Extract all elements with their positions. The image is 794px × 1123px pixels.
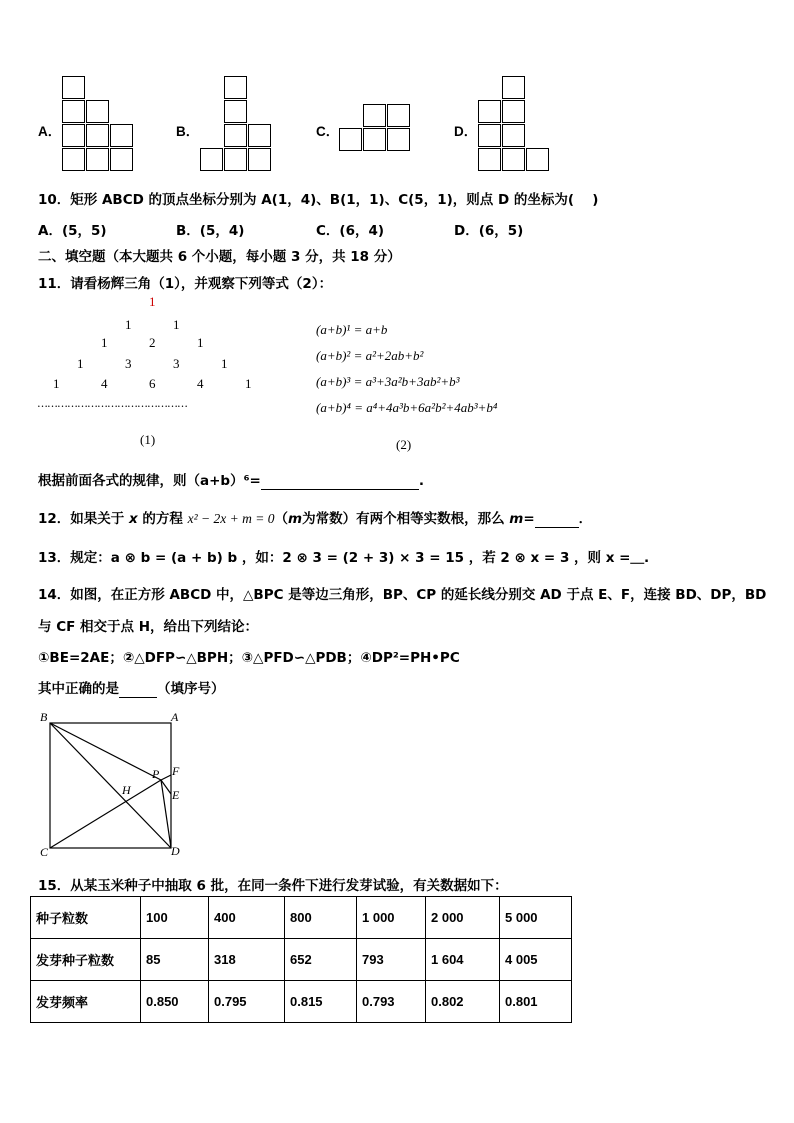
label-c: C xyxy=(40,845,49,859)
q11-conclusion: 根据前面各式的规律，则（a+b）⁶= . xyxy=(38,473,424,489)
q10-option-b: B．(5，4) xyxy=(176,223,245,239)
q10-stem: 10．矩形 ABCD 的顶点坐标分别为 A(1，4)、B(1，1)、C(5，1)，则点 D 的坐标为( ) xyxy=(38,192,599,208)
label-a: A xyxy=(171,710,179,724)
equation-2: (a+b)² = a²+2ab+b² xyxy=(316,348,424,363)
equation-1: (a+b)¹ = a+b xyxy=(316,322,388,337)
triangle-dots: ……………………………………… xyxy=(37,397,187,410)
label-b: B xyxy=(40,710,48,724)
q10-option-a: A．(5，5) xyxy=(38,223,107,239)
q9-option-d-label: D． xyxy=(454,124,478,139)
q10-option-d: D．(6，5) xyxy=(454,223,524,239)
q12-equation: x² − 2x + m = 0 xyxy=(187,511,275,526)
q9-option-c-label: C． xyxy=(316,124,340,139)
q11-stem: 11．请看杨辉三角（1），并观察下列等式（2）： xyxy=(38,276,333,292)
q15-stem: 15．从某玉米种子中抽取 6 批，在同一条件下进行发芽试验，有关数据如下： xyxy=(38,878,508,894)
label-d: D xyxy=(171,844,180,858)
q9-option-a-label: A． xyxy=(38,124,62,139)
equation-3: (a+b)³ = a³+3a²b+3ab²+b³ xyxy=(316,374,460,389)
germination-table xyxy=(30,896,572,1023)
table-row: 发芽频率 0.850 0.795 0.815 0.793 0.802 0.801 xyxy=(31,981,572,1023)
section-heading: 二、填空题（本大题共 6 个小题，每小题 3 分，共 18 分） xyxy=(38,249,401,265)
answer-blank[interactable] xyxy=(119,681,157,698)
q14-conclusions: ①BE=2AE；②△DFP∽△BPH；③△PFD∽△PDB；④DP²=PH•PC xyxy=(38,650,460,666)
label-h: H xyxy=(122,783,131,797)
label-p: P xyxy=(152,767,160,781)
answer-blank[interactable] xyxy=(535,511,579,528)
figure-label-2: (2) xyxy=(396,437,412,452)
q14-line-1: 14．如图，在正方形 ABCD 中，△BPC 是等边三角形，BP、CP 的延长线分别交 AD 于点 E、F，连接 BD、DP，BD xyxy=(38,587,767,603)
table-row: 种子粒数 100 400 800 1 000 2 000 5 000 xyxy=(31,897,572,939)
figure-label-1: (1) xyxy=(140,432,156,447)
q10-option-c: C．(6，4) xyxy=(316,223,385,239)
q9-option-b-label: B． xyxy=(176,124,200,139)
answer-blank[interactable] xyxy=(261,473,419,490)
table-row: 发芽种子粒数 85 318 652 793 1 604 4 005 xyxy=(31,939,572,981)
square-figure xyxy=(38,708,188,862)
q12-stem: 12．如果关于 x 的方程 x² − 2x + m = 0（m为常数）有两个相等实数根，那么 m= ． xyxy=(38,511,593,527)
equation-4: (a+b)⁴ = a⁴+4a³b+6a²b²+4ab³+b⁴ xyxy=(316,400,498,415)
q14-line-4: 其中正确的是 （填序号） xyxy=(38,681,225,697)
label-e: E xyxy=(172,788,180,802)
q13-stem: 13．规定：a ⊗ b = (a + b) b ，如：2 ⊗ 3 = (2 + 3) × 3 = 15 ，若 2 ⊗ x = 3 ，则 x =＿. xyxy=(38,550,650,566)
label-f: F xyxy=(172,764,180,778)
q14-line-2: 与 CF 相交于点 H，给出下列结论： xyxy=(38,619,259,635)
